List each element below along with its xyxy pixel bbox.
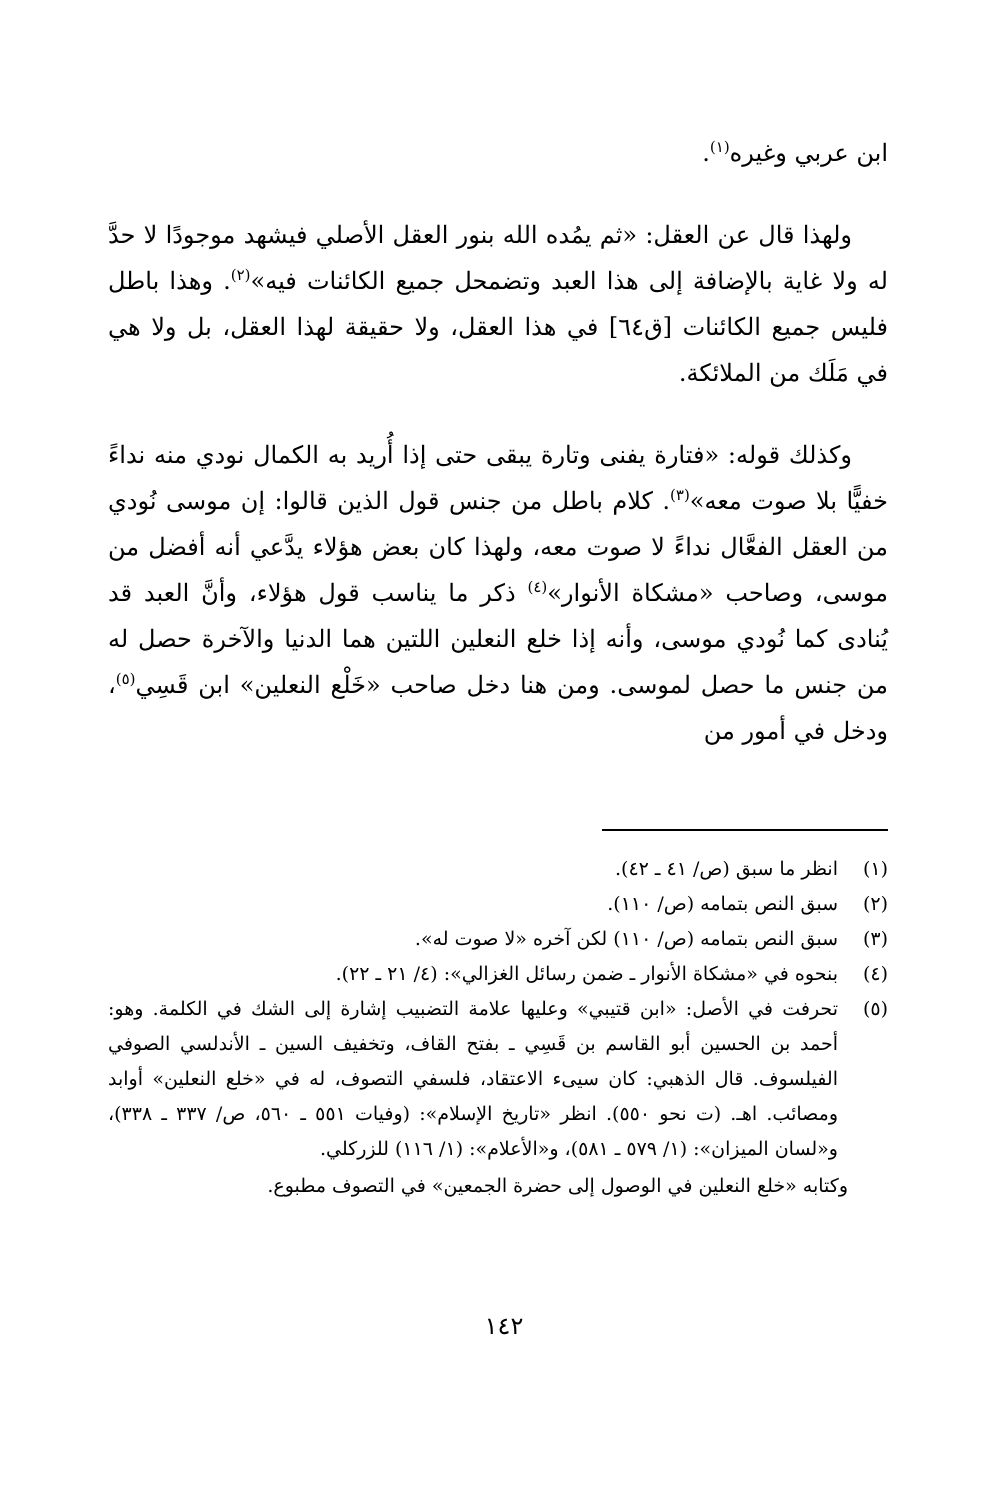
paragraph-3-text-a: وكذلك قوله: «فتارة يفنى وتارة يبقى حتى إذا أُريد به الكمال نودي منه نداءً خفيًّا بلا صوت معه» — [108, 441, 889, 515]
paragraph-3-text-c: ذكر ما يناسب قول هؤلاء، وأنَّ العبد قد يُنادى كما نُودي موسى، وأنه إذا خلع النعلين اللتين هما الدنيا والآخرة حصل له من جنس ما حصل لموسى. ومن هنا دخل صاحب «خَلْع النعلين» ابن قَسِي — [108, 579, 888, 699]
footnote-text: سبق النص بتمامه (ص/ ١١٠) لكن آخره «لا صوت له». — [414, 928, 838, 950]
footnote-number: (٥) — [862, 998, 888, 1020]
paragraph-3-text-b: . كلام باطل من جنس قول الذين قالوا: إن موسى نُودي من العقل الفعَّال نداءً لا صوت معه، ولهذا كان بعض هؤلاء يدَّعي أنه أفضل من موسى، وصاحب «مشكاة الأنوار» — [108, 487, 888, 607]
footnote-1 — [108, 852, 888, 887]
paragraph-3 — [108, 432, 888, 754]
paragraph-2-text-b: . وهذا باطل فليس جميع الكائنات [ق٦٤] في هذا العقل، ولا حقيقة لهذا العقل، بل ولا هي في مَلَك من الملائكة. — [108, 267, 889, 387]
footnote-3 — [108, 922, 888, 957]
footnote-text: سبق النص بتمامه (ص/ ١١٠). — [607, 893, 838, 915]
footnote-text: بنحوه في «مشكاة الأنوار ـ ضمن رسائل الغزالي»: (٤/ ٢١ ـ ٢٢). — [335, 963, 838, 985]
page-number: ١٤٢ — [484, 1312, 524, 1340]
main-text — [108, 130, 888, 754]
footnote-5-continuation: وكتابه «خلع النعلين في الوصول إلى حضرة الجمعين» في التصوف مطبوع. — [267, 1175, 848, 1197]
footnote-ref-4: (٤) — [527, 578, 548, 596]
footnote-divider — [602, 829, 888, 831]
paragraph-2-text-a: ولهذا قال عن العقل: «ثم يمُده الله بنور العقل الأصلي فيشهد موجودًا لا حدَّ له ولا غاية بالإضافة إلى هذا العبد وتضمحل جميع الكائنات فيه» — [108, 221, 888, 295]
paragraph-1-end: . — [702, 139, 710, 167]
footnote-text: انظر ما سبق (ص/ ٤١ ـ ٤٢). — [615, 858, 838, 880]
footnote-ref-2: (٢) — [230, 266, 251, 284]
paragraph-1-text: ابن عربي وغيره — [729, 139, 888, 167]
paragraph-1 — [108, 130, 888, 176]
footnote-ref-5: (٥) — [115, 670, 136, 688]
footnote-ref-1: (١) — [709, 138, 730, 156]
footnote-number: (١) — [862, 858, 888, 880]
footnote-number: (٣) — [862, 928, 888, 950]
footnote-4 — [108, 957, 888, 992]
paragraph-2 — [108, 212, 888, 396]
footnote-2 — [108, 887, 888, 922]
paragraph-3-text-d: ، ودخل في أمور من — [108, 671, 888, 745]
footnote-ref-3: (٣) — [670, 486, 690, 504]
footnote-number: (٤) — [862, 963, 888, 985]
footnote-number: (٢) — [862, 893, 888, 915]
footnotes — [108, 852, 888, 1204]
footnote-text: تحرفت في الأصل: «ابن قتيبي» وعليها علامة التضبيب إشارة إلى الشك في الكلمة. وهو: أحمد بن الحسين أبو القاسم بن قَسِي ـ بفتح القاف، وتخفيف السين ـ الأندلسي الصوفي الفيلسوف. قال الذهبي: كان سيىء الاعتقاد، فلسفي التصوف، له في «خلع النعلين» أوابد ومصائب. اهـ. (ت نحو ٥٥٠). انظر «تاريخ الإسلام»: (وفيات ٥٥١ ـ ٥٦٠، ص/ ٣٣٧ ـ ٣٣٨)، و«لسان الميزان»: (١/ ٥٧٩ ـ ٥٨١)، و«الأعلام»: (١/ ١١٦) للزركلي. — [108, 998, 838, 1160]
footnote-5 — [108, 992, 888, 1167]
